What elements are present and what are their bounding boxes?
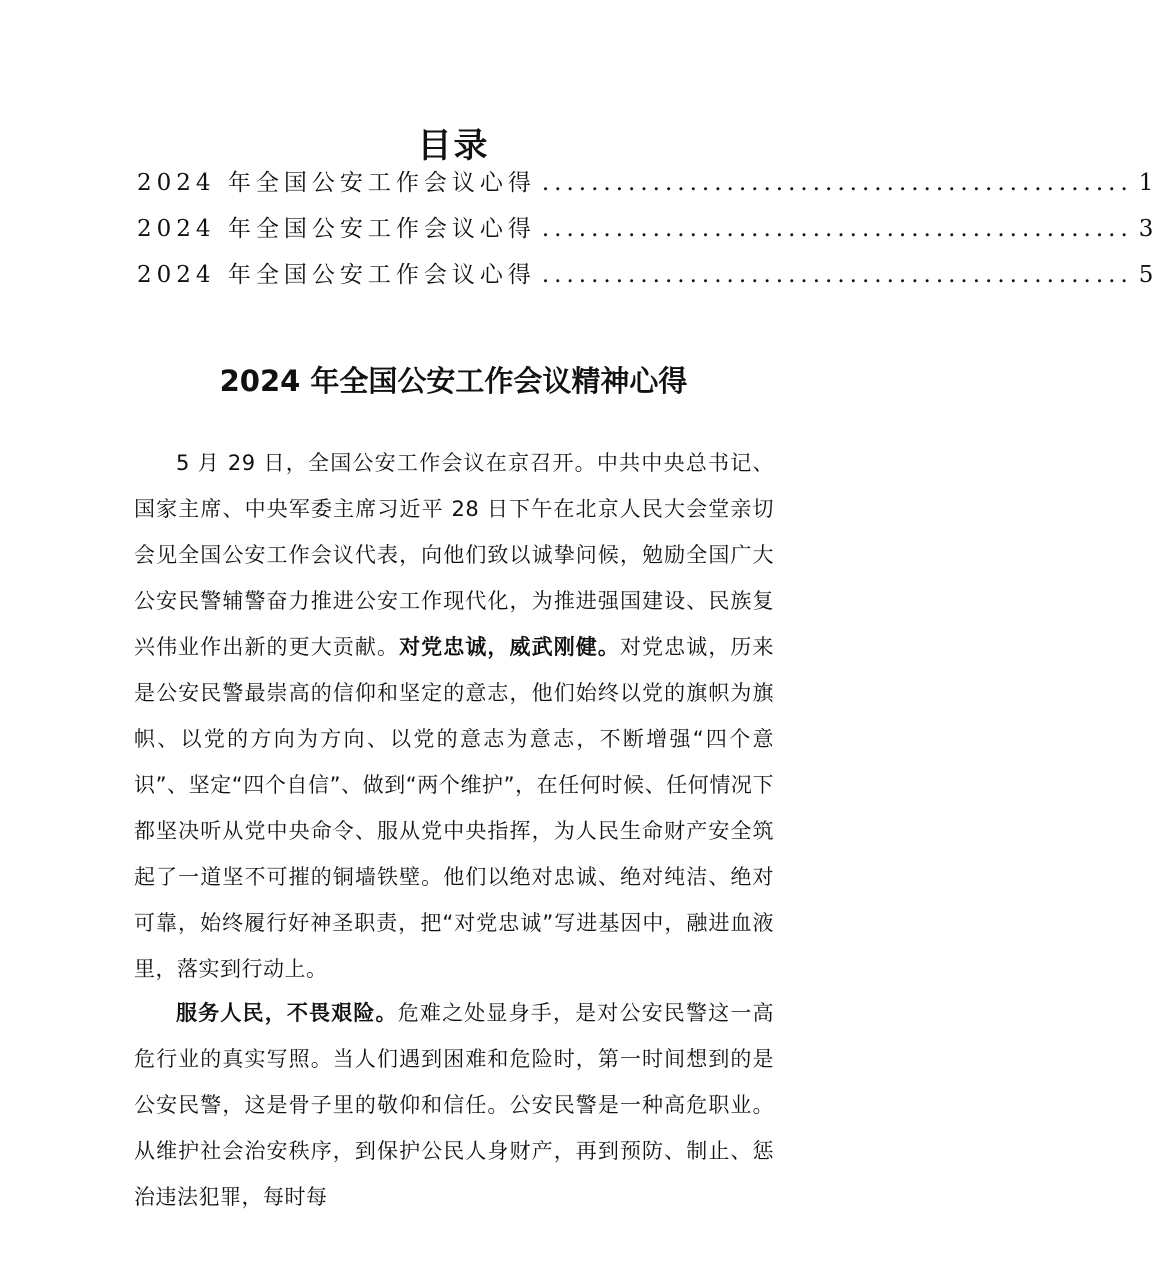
article-paragraph [134,990,774,1220]
paragraph-text: 5 月 29 日，全国公安工作会议在京召开。中共中央总书记、国家主席、中央军委主席习近平 28 日下午在北京人民大会堂亲切会见全国公安工作会议代表，向他们致以诚挚问候，勉励全国广大公安民警辅警奋力推进公安工作现代化，为推进强国建设、民族复兴伟业作出新的更大贡献。 [134,451,774,659]
toc-title: 目录 [417,126,490,166]
toc-entry[interactable] [137,252,1153,298]
section-heading: 对党忠诚，威武刚健。 [399,635,620,659]
toc-page-number: 1 [1138,170,1153,196]
paragraph-text: 危难之处显身手，是对公安民警这一高危行业的真实写照。当人们遇到困难和危险时，第一时间想到的是公安民警，这是骨子里的敬仰和信任。公安民警是一种高危职业。从维护社会治安秩序，到保护公民人身财产，再到预防、制止、惩治违法犯罪，每时每 [134,1001,775,1209]
article-title: 2024 年全国公安工作会议精神心得 [219,364,688,398]
toc-entry[interactable] [137,206,1153,252]
toc-entry-text: 2024 年全国公安工作会议心得 [137,262,536,288]
toc-leader-dots: ................................................ [541,170,1133,196]
toc-leader-dots: ................................................ [541,216,1133,242]
toc-leader-dots: ................................................ [541,262,1133,288]
toc-entry[interactable] [137,160,1153,206]
toc-entry-text: 2024 年全国公安工作会议心得 [137,170,536,196]
section-heading: 服务人民，不畏艰险。 [176,1001,398,1025]
toc-page-number: 5 [1138,262,1153,288]
toc-page-number: 3 [1138,216,1153,242]
toc-entry-text: 2024 年全国公安工作会议心得 [137,216,536,242]
paragraph-text: 对党忠诚，历来是公安民警最崇高的信仰和坚定的意志，他们始终以党的旗帜为旗帜、以党的方向为方向、以党的意志为意志，不断增强“四个意识”、坚定“四个自信”、做到“两个维护”，在任何时候、任何情况下都坚决听从党中央命令、服从党中央指挥，为人民生命财产安全筑起了一道坚不可摧的铜墙铁壁。他们以绝对忠诚、绝对纯洁、绝对可靠，始终履行好神圣职责，把“对党忠诚”写进基因中，融进血液里，落实到行动上。 [134,635,775,981]
table-of-contents [137,160,1153,298]
article-paragraph [134,440,774,992]
